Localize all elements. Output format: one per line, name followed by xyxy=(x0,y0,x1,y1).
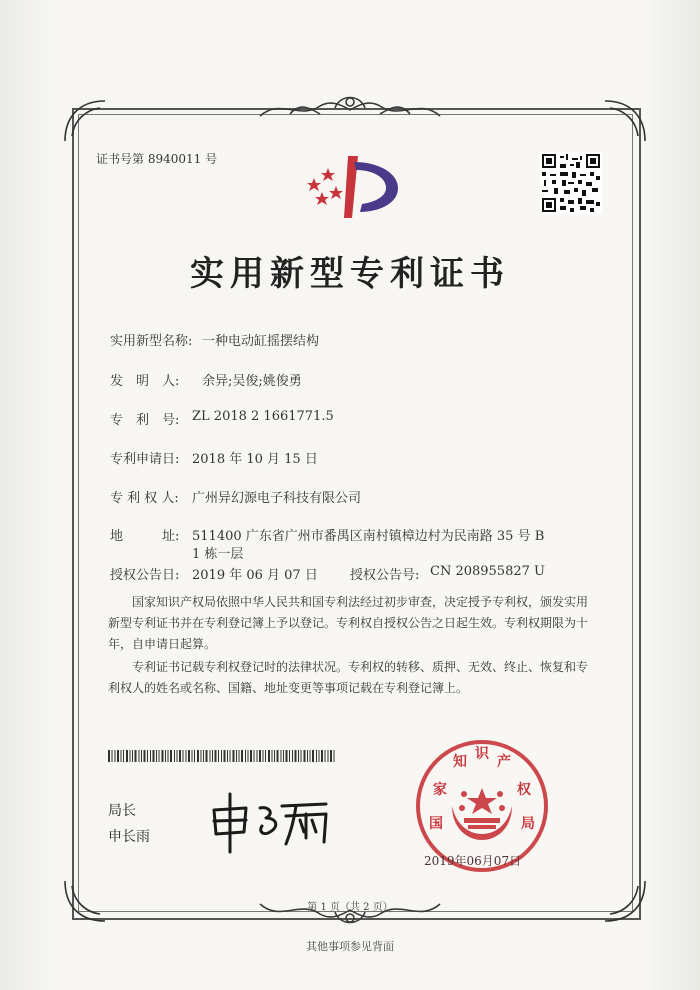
seal-char-5: 产 xyxy=(497,754,511,770)
certificate-number-suffix: 号 xyxy=(205,152,218,166)
patentee-label: 专 利 权 人: xyxy=(110,491,179,506)
seal-char-6: 权 xyxy=(517,782,531,798)
name-label: 实用新型名称: xyxy=(110,334,193,349)
patent-number-label: 专 利 号: xyxy=(110,413,180,428)
address-line-2: 1 栋一层 xyxy=(192,547,244,562)
seal-char-2: 家 xyxy=(433,782,447,798)
body-paragraph-1: 国家知识产权局依照中华人民共和国专利法经过初步审查，决定授予专利权，颁发实用新型专利证书并在专利登记簿上予以登记。专利权自授权公告之日起生效。专利权期限为十年，自申请日起算。 xyxy=(108,595,589,651)
grant-date-label: 授权公告日: xyxy=(110,568,180,583)
page-number: 第 1 页（共 2 页） xyxy=(307,902,393,913)
certificate-number xyxy=(96,150,217,167)
seal-char-4: 识 xyxy=(475,746,489,762)
grant-number-value: CN 208955827 U xyxy=(430,564,545,579)
director-name: 申长雨 xyxy=(108,829,150,845)
seal-char-1: 国 xyxy=(429,816,443,832)
seal-char-7: 局 xyxy=(521,816,535,832)
certificate-number-label: 证书号第 xyxy=(96,152,145,166)
grant-number-label: 授权公告号: xyxy=(350,568,420,583)
director-title: 局长 xyxy=(108,803,136,819)
body-paragraph-2: 专利证书记载专利权登记时的法律状况。专利权的转移、质押、无效、终止、恢复和专利权人的姓名或名称、国籍、地址变更等事项记载在专利登记簿上。 xyxy=(108,660,589,695)
top-ornament xyxy=(250,88,450,128)
qr-code xyxy=(540,152,602,214)
certificate-title: 实用新型专利证书 xyxy=(190,254,510,294)
corner-ornament-bottom-left xyxy=(60,876,110,926)
barcode xyxy=(108,750,338,762)
certificate-number-value: 8940011 xyxy=(147,152,202,166)
grant-date-value: 2019 年 06 月 07 日 xyxy=(192,568,318,583)
corner-ornament-bottom-right xyxy=(600,876,650,926)
address-label: 地 址: xyxy=(110,529,180,544)
filing-date-value: 2018 年 10 月 15 日 xyxy=(192,452,318,467)
seal-date: 2019年06月07日 xyxy=(424,854,522,868)
patentee-value: 广州异幻源电子科技有限公司 xyxy=(192,491,362,506)
corner-ornament-top-right xyxy=(600,96,650,146)
seal-char-3: 知 xyxy=(453,754,467,770)
corner-ornament-top-left xyxy=(60,96,110,146)
patent-number-value: ZL 2018 2 1661771.5 xyxy=(192,409,334,424)
address-line-1: 511400 广东省广州市番禺区南村镇樟边村为民南路 35 号 B xyxy=(192,529,545,544)
cnipa-logo xyxy=(300,148,410,228)
inventor-value: 余异;吴俊;姚俊勇 xyxy=(202,374,302,389)
back-note: 其他事项参见背面 xyxy=(306,940,394,953)
name-value: 一种电动缸摇摆结构 xyxy=(202,334,320,349)
inventor-label: 发 明 人: xyxy=(110,374,180,389)
filing-date-label: 专利申请日: xyxy=(110,452,180,467)
director-handwritten-signature xyxy=(200,786,370,856)
